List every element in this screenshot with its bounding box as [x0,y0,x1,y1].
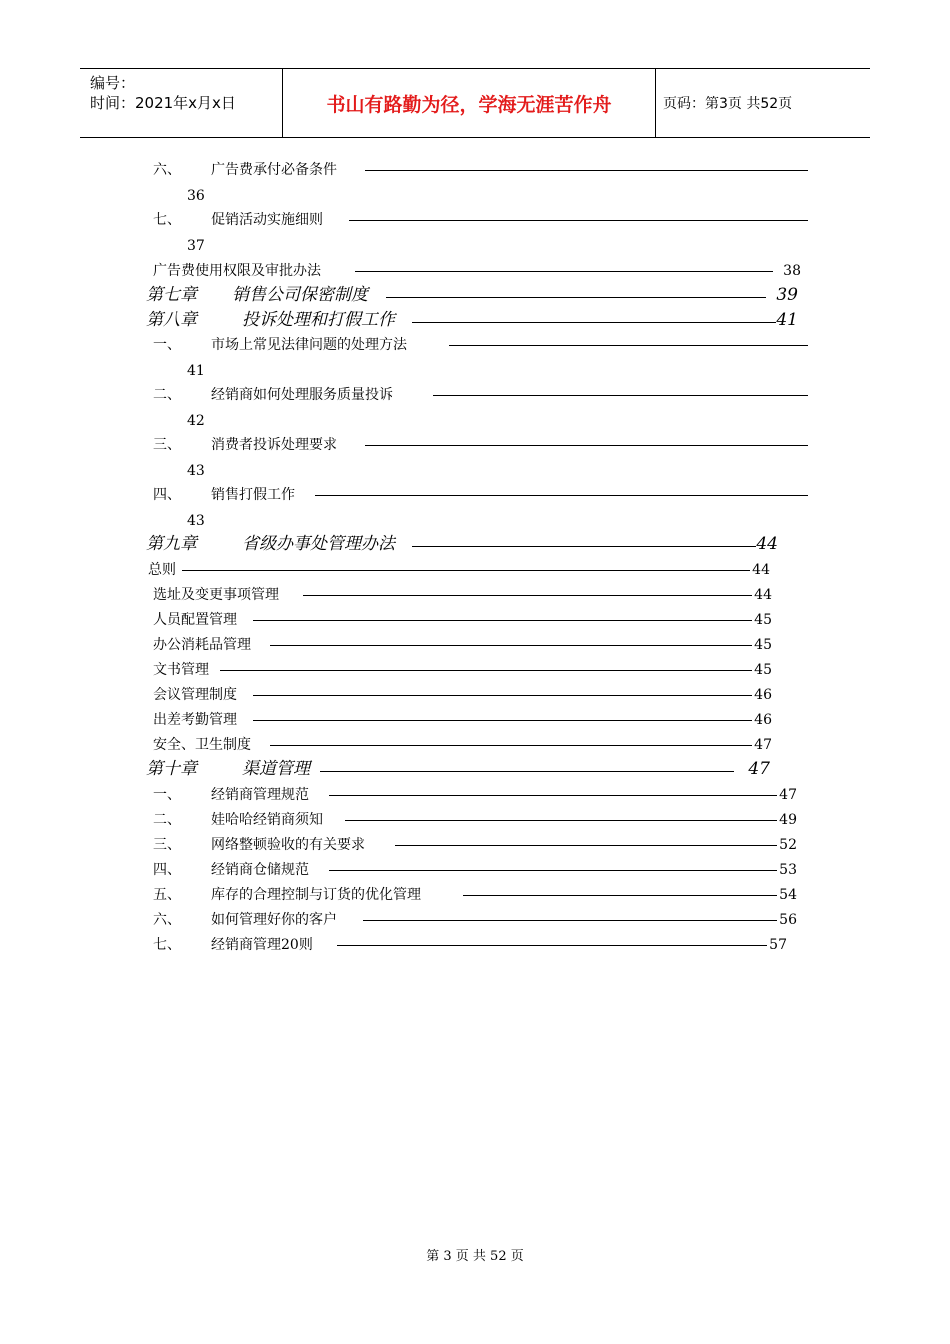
toc-entry-page: 43 [187,513,205,529]
toc-leader [412,546,756,547]
page-header [80,68,870,138]
toc-entry-title: 促销活动实施细则 [211,212,323,228]
toc-entry-title: 总则 [148,562,176,578]
toc-entry-title: 市场上常见法律问题的处理方法 [211,337,407,353]
toc-leader [253,695,752,696]
toc-leader [303,595,752,596]
toc-chapter-page: 41 [776,310,798,330]
toc-leader [449,345,808,346]
toc-entry-page: 47 [754,737,772,753]
toc-chapter-number: 第七章 [146,285,197,305]
toc-entry-title: 经销商管理20则 [211,937,313,953]
toc-entry-number: 七、 [153,212,181,228]
toc-entry-page: 43 [187,463,205,479]
toc-entry-title: 库存的合理控制与订货的优化管理 [211,887,421,903]
toc-chapter-page: 44 [756,534,778,554]
toc-entry[interactable] [153,385,808,407]
toc-entry[interactable] [153,210,808,232]
toc-leader [412,322,776,323]
toc-leader [363,920,777,921]
toc-leader [220,670,752,671]
toc-entry-number: 四、 [153,487,181,503]
toc-entry-page: 54 [779,887,797,903]
toc-entry-title: 人员配置管理 [153,612,237,628]
toc-leader [329,870,777,871]
toc-leader [345,820,777,821]
toc-entry-number: 二、 [153,812,181,828]
toc-entry-title: 娃哈哈经销商须知 [211,812,323,828]
toc-entry[interactable] [153,710,772,732]
toc-leader [337,945,767,946]
toc-entry[interactable] [153,885,797,907]
toc-chapter-title: 渠道管理 [242,759,310,779]
toc-leader [386,297,766,298]
toc-entry[interactable] [153,635,772,657]
toc-chapter-number: 第十章 [146,759,197,779]
toc-entry-page: 41 [187,363,205,379]
toc-chapter[interactable] [146,310,798,332]
toc-chapter-title: 投诉处理和打假工作 [242,310,395,330]
toc-entry-page: 44 [754,587,772,603]
toc-entry-page: 52 [779,837,797,853]
toc-chapter-title: 销售公司保密制度 [232,285,368,305]
toc-entry-title: 广告费承付必备条件 [211,162,337,178]
toc-entry[interactable] [153,735,772,757]
toc-leader [349,220,808,221]
toc-entry-number: 六、 [153,162,181,178]
toc-entry-page: 45 [754,637,772,653]
toc-chapter-title: 省级办事处管理办法 [242,534,395,554]
toc-entry-page: 57 [769,937,787,953]
toc-entry-page: 45 [754,662,772,678]
toc-entry-number: 五、 [153,887,181,903]
toc-entry-number: 六、 [153,912,181,928]
toc-entry-title: 出差考勤管理 [153,712,237,728]
toc-entry-page: 49 [779,812,797,828]
toc-chapter[interactable] [146,285,798,307]
toc-entry[interactable] [153,485,808,507]
toc-chapter-page: 47 [748,759,770,779]
toc-entry-title: 选址及变更事项管理 [153,587,279,603]
toc-entry-page: 37 [187,238,205,254]
toc-entry[interactable] [153,610,772,632]
toc-entry-page: 44 [752,562,770,578]
toc-entry[interactable] [153,261,801,283]
toc-entry-title: 经销商如何处理服务质量投诉 [211,387,393,403]
toc-chapter-number: 第八章 [146,310,197,330]
toc-entry-page: 46 [754,712,772,728]
toc-entry[interactable] [153,585,772,607]
toc-leader [433,395,808,396]
toc-entry[interactable] [148,560,770,582]
toc-entry[interactable] [153,335,808,357]
toc-leader [253,720,752,721]
toc-entry-page: 36 [187,188,205,204]
toc-entry[interactable] [153,835,797,857]
toc-entry[interactable] [153,160,808,182]
toc-leader [355,271,773,272]
toc-entry[interactable] [153,685,772,707]
toc-entry-number: 七、 [153,937,181,953]
toc-entry[interactable] [153,785,797,807]
toc-entry-number: 二、 [153,387,181,403]
toc-entry-title: 办公消耗品管理 [153,637,251,653]
toc-entry[interactable] [153,435,808,457]
toc-entry[interactable] [153,910,797,932]
toc-leader [253,620,752,621]
toc-entry-page: 56 [779,912,797,928]
header-left [80,69,282,137]
toc-entry-title: 如何管理好你的客户 [211,912,337,928]
toc-leader [365,170,808,171]
toc-entry-number: 一、 [153,337,181,353]
toc-entry-page: 38 [783,263,801,279]
toc-leader [315,495,808,496]
toc-leader [463,895,777,896]
toc-entry-title: 安全、卫生制度 [153,737,251,753]
toc-entry-number: 三、 [153,837,181,853]
toc-chapter-page: 39 [776,285,798,305]
toc-entry[interactable] [153,860,797,882]
toc-chapter[interactable] [146,759,770,781]
toc-chapter[interactable] [146,534,778,556]
toc-entry-title: 经销商管理规范 [211,787,309,803]
toc-leader [395,845,777,846]
toc-entry-page: 47 [779,787,797,803]
header-page-info: 页码：第3页 共52页 [663,96,793,112]
toc-entry-title: 销售打假工作 [211,487,295,503]
toc-entry-title: 经销商仓储规范 [211,862,309,878]
toc-leader [182,570,750,571]
toc-entry-number: 三、 [153,437,181,453]
toc-chapter-number: 第九章 [146,534,197,554]
toc-leader [320,771,734,772]
number-label: 编号： [90,74,136,92]
toc-entry[interactable] [153,810,797,832]
toc-entry-title: 文书管理 [153,662,209,678]
toc-entry[interactable] [153,935,787,957]
header-motto: 书山有路勤为径，学海无涯苦作舟 [282,69,656,137]
toc-entry-title: 广告费使用权限及审批办法 [153,263,321,279]
toc-leader [270,745,752,746]
toc-entry-number: 四、 [153,862,181,878]
toc-entry-number: 一、 [153,787,181,803]
toc-entry-page: 42 [187,413,205,429]
toc-entry-title: 会议管理制度 [153,687,237,703]
toc-entry-title: 网络整顿验收的有关要求 [211,837,365,853]
page-footer: 第 3 页 共 52 页 [426,1249,524,1264]
time-label: 时间：2021年x月x日 [90,94,236,112]
toc-leader [329,795,777,796]
toc-entry-page: 46 [754,687,772,703]
toc-leader [365,445,808,446]
toc-entry-page: 45 [754,612,772,628]
toc-leader [270,645,752,646]
toc-entry[interactable] [153,660,772,682]
toc-entry-title: 消费者投诉处理要求 [211,437,337,453]
toc-entry-page: 53 [779,862,797,878]
